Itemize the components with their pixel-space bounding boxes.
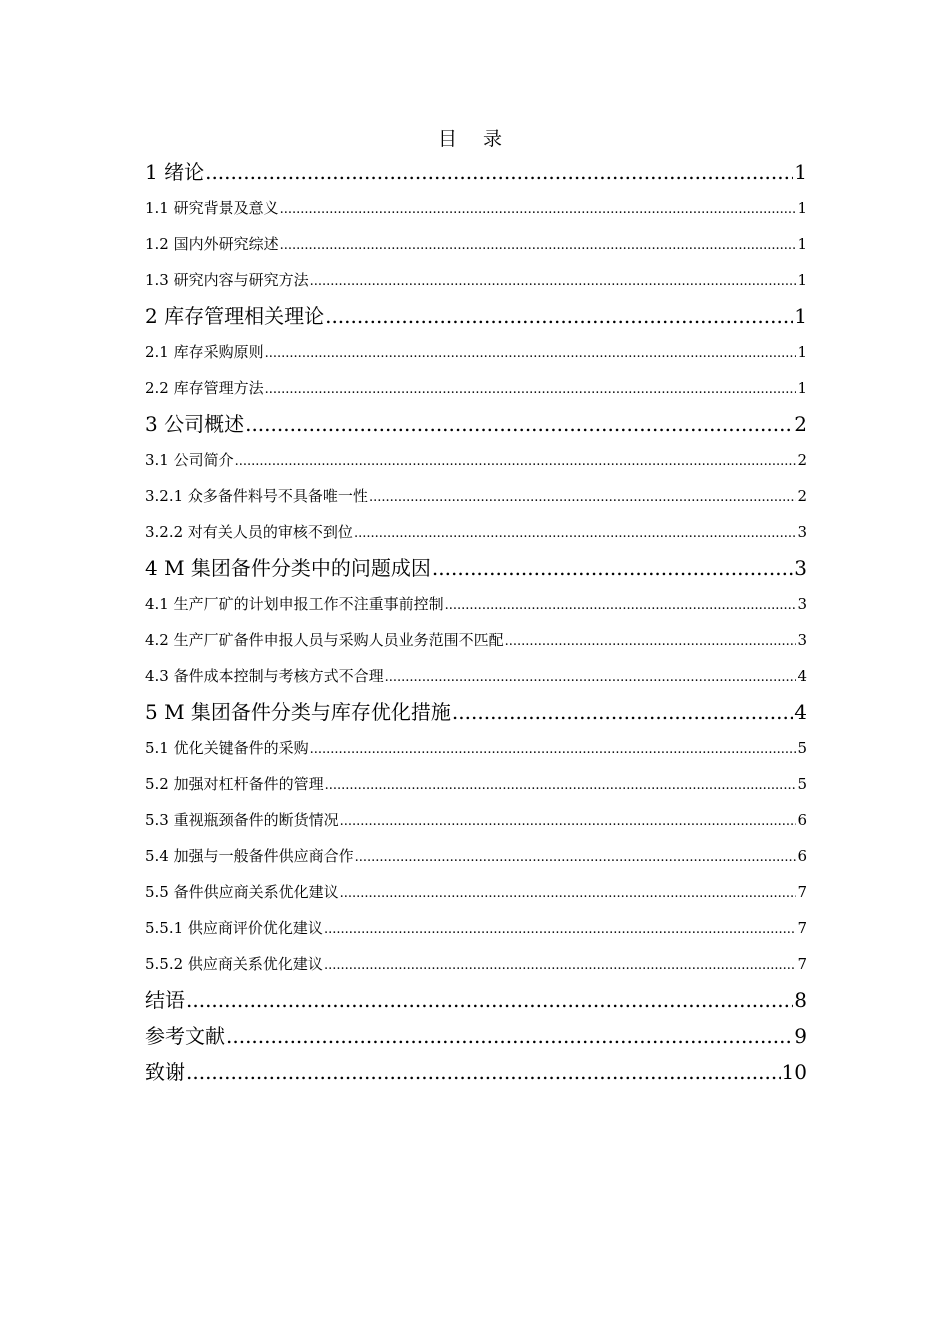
toc-leader-dots <box>432 550 793 586</box>
toc-entry-page-number: 1 <box>794 304 807 328</box>
table-of-contents <box>145 154 807 1090</box>
toc-entry[interactable] <box>145 442 807 478</box>
toc-entry-page-number: 1 <box>797 271 807 289</box>
toc-leader-dots <box>340 804 797 838</box>
toc-entry-label: 5.5 备件供应商关系优化建议 <box>145 883 339 901</box>
toc-leader-dots <box>235 444 797 478</box>
toc-entry-label: 2.2 库存管理方法 <box>145 379 264 397</box>
toc-entry-page-number: 3 <box>794 556 807 580</box>
toc-entry[interactable] <box>145 586 807 622</box>
toc-leader-dots <box>385 660 797 694</box>
toc-entry-page-number: 4 <box>797 667 807 685</box>
toc-leader-dots <box>186 1054 781 1090</box>
toc-leader-dots <box>355 840 797 874</box>
toc-entry-label: 参考文献 <box>145 1024 225 1048</box>
toc-entry-label: 5.2 加强对杠杆备件的管理 <box>145 775 324 793</box>
toc-entry[interactable] <box>145 1018 807 1054</box>
toc-leader-dots <box>324 912 797 946</box>
toc-entry[interactable] <box>145 838 807 874</box>
toc-leader-dots <box>452 694 793 730</box>
toc-entry[interactable] <box>145 370 807 406</box>
toc-leader-dots <box>369 480 797 514</box>
toc-entry-page-number: 10 <box>781 1060 807 1084</box>
toc-leader-dots <box>325 298 793 334</box>
toc-entry[interactable] <box>145 730 807 766</box>
toc-entry[interactable] <box>145 658 807 694</box>
toc-leader-dots <box>265 372 797 406</box>
toc-entry-label: 2 库存管理相关理论 <box>145 304 325 328</box>
toc-entry-page-number: 1 <box>797 343 807 361</box>
toc-entry-page-number: 3 <box>797 631 807 649</box>
toc-leader-dots <box>325 768 797 802</box>
toc-entry-label: 3 公司概述 <box>145 412 245 436</box>
toc-entry-page-number: 7 <box>797 919 807 937</box>
toc-leader-dots <box>354 516 797 550</box>
toc-entry-label: 3.2.2 对有关人员的审核不到位 <box>145 523 353 541</box>
toc-entry[interactable] <box>145 514 807 550</box>
toc-entry-page-number: 3 <box>797 595 807 613</box>
toc-entry-page-number: 2 <box>797 487 807 505</box>
toc-entry-label: 5.5.2 供应商关系优化建议 <box>145 955 323 973</box>
toc-entry-label: 4.2 生产厂矿备件申报人员与采购人员业务范围不匹配 <box>145 631 504 649</box>
toc-entry[interactable] <box>145 910 807 946</box>
toc-entry-page-number: 3 <box>797 523 807 541</box>
toc-entry[interactable] <box>145 622 807 658</box>
toc-entry[interactable] <box>145 334 807 370</box>
toc-entry-page-number: 1 <box>794 160 807 184</box>
toc-entry-page-number: 1 <box>797 235 807 253</box>
toc-entry[interactable] <box>145 550 807 586</box>
toc-entry-label: 5.5.1 供应商评价优化建议 <box>145 919 323 937</box>
toc-leader-dots <box>280 192 797 226</box>
toc-entry[interactable] <box>145 406 807 442</box>
toc-leader-dots <box>205 154 793 190</box>
toc-entry-label: 5.1 优化关键备件的采购 <box>145 739 309 757</box>
toc-entry-label: 4.3 备件成本控制与考核方式不合理 <box>145 667 384 685</box>
toc-leader-dots <box>186 982 793 1018</box>
toc-entry-label: 5.4 加强与一般备件供应商合作 <box>145 847 354 865</box>
toc-entry[interactable] <box>145 190 807 226</box>
toc-entry[interactable] <box>145 694 807 730</box>
toc-entry[interactable] <box>145 802 807 838</box>
toc-title: 目 录 <box>437 128 513 150</box>
toc-entry-label: 4.1 生产厂矿的计划申报工作不注重事前控制 <box>145 595 444 613</box>
toc-entry-label: 3.1 公司简介 <box>145 451 234 469</box>
toc-entry[interactable] <box>145 298 807 334</box>
toc-entry[interactable] <box>145 1054 807 1090</box>
toc-entry-label: 1.1 研究背景及意义 <box>145 199 279 217</box>
toc-entry-page-number: 4 <box>794 700 807 724</box>
toc-entry[interactable] <box>145 262 807 298</box>
toc-entry[interactable] <box>145 946 807 982</box>
toc-entry-label: 1.3 研究内容与研究方法 <box>145 271 309 289</box>
toc-entry-label: 2.1 库存采购原则 <box>145 343 264 361</box>
toc-leader-dots <box>265 336 797 370</box>
toc-entry-label: 1.2 国内外研究综述 <box>145 235 279 253</box>
toc-entry-page-number: 7 <box>797 883 807 901</box>
toc-entry-label: 5.3 重视瓶颈备件的断货情况 <box>145 811 339 829</box>
toc-entry-label: 5 M 集团备件分类与库存优化措施 <box>145 700 451 724</box>
toc-entry-label: 1 绪论 <box>145 160 205 184</box>
toc-leader-dots <box>245 406 793 442</box>
toc-entry-page-number: 8 <box>794 988 807 1012</box>
toc-entry-label: 4 M 集团备件分类中的问题成因 <box>145 556 431 580</box>
toc-entry-page-number: 6 <box>797 847 807 865</box>
toc-entry-label: 结语 <box>145 988 185 1012</box>
toc-entry[interactable] <box>145 226 807 262</box>
toc-leader-dots <box>280 228 797 262</box>
toc-entry-label: 致谢 <box>145 1060 185 1084</box>
toc-entry-page-number: 5 <box>797 775 807 793</box>
toc-entry[interactable] <box>145 874 807 910</box>
toc-entry-label: 3.2.1 众多备件料号不具备唯一性 <box>145 487 368 505</box>
toc-entry-page-number: 2 <box>794 412 807 436</box>
toc-leader-dots <box>310 732 797 766</box>
toc-entry[interactable] <box>145 478 807 514</box>
toc-entry[interactable] <box>145 766 807 802</box>
toc-leader-dots <box>310 264 797 298</box>
toc-entry-page-number: 1 <box>797 379 807 397</box>
toc-entry[interactable] <box>145 982 807 1018</box>
toc-entry-page-number: 9 <box>794 1024 807 1048</box>
toc-entry-page-number: 7 <box>797 955 807 973</box>
toc-leader-dots <box>324 948 797 982</box>
toc-leader-dots <box>340 876 797 910</box>
toc-entry-page-number: 2 <box>797 451 807 469</box>
toc-entry-page-number: 6 <box>797 811 807 829</box>
toc-leader-dots <box>445 588 797 622</box>
toc-leader-dots <box>226 1018 793 1054</box>
toc-leader-dots <box>505 624 797 658</box>
toc-entry-page-number: 5 <box>797 739 807 757</box>
toc-entry-page-number: 1 <box>797 199 807 217</box>
toc-entry[interactable] <box>145 154 807 190</box>
